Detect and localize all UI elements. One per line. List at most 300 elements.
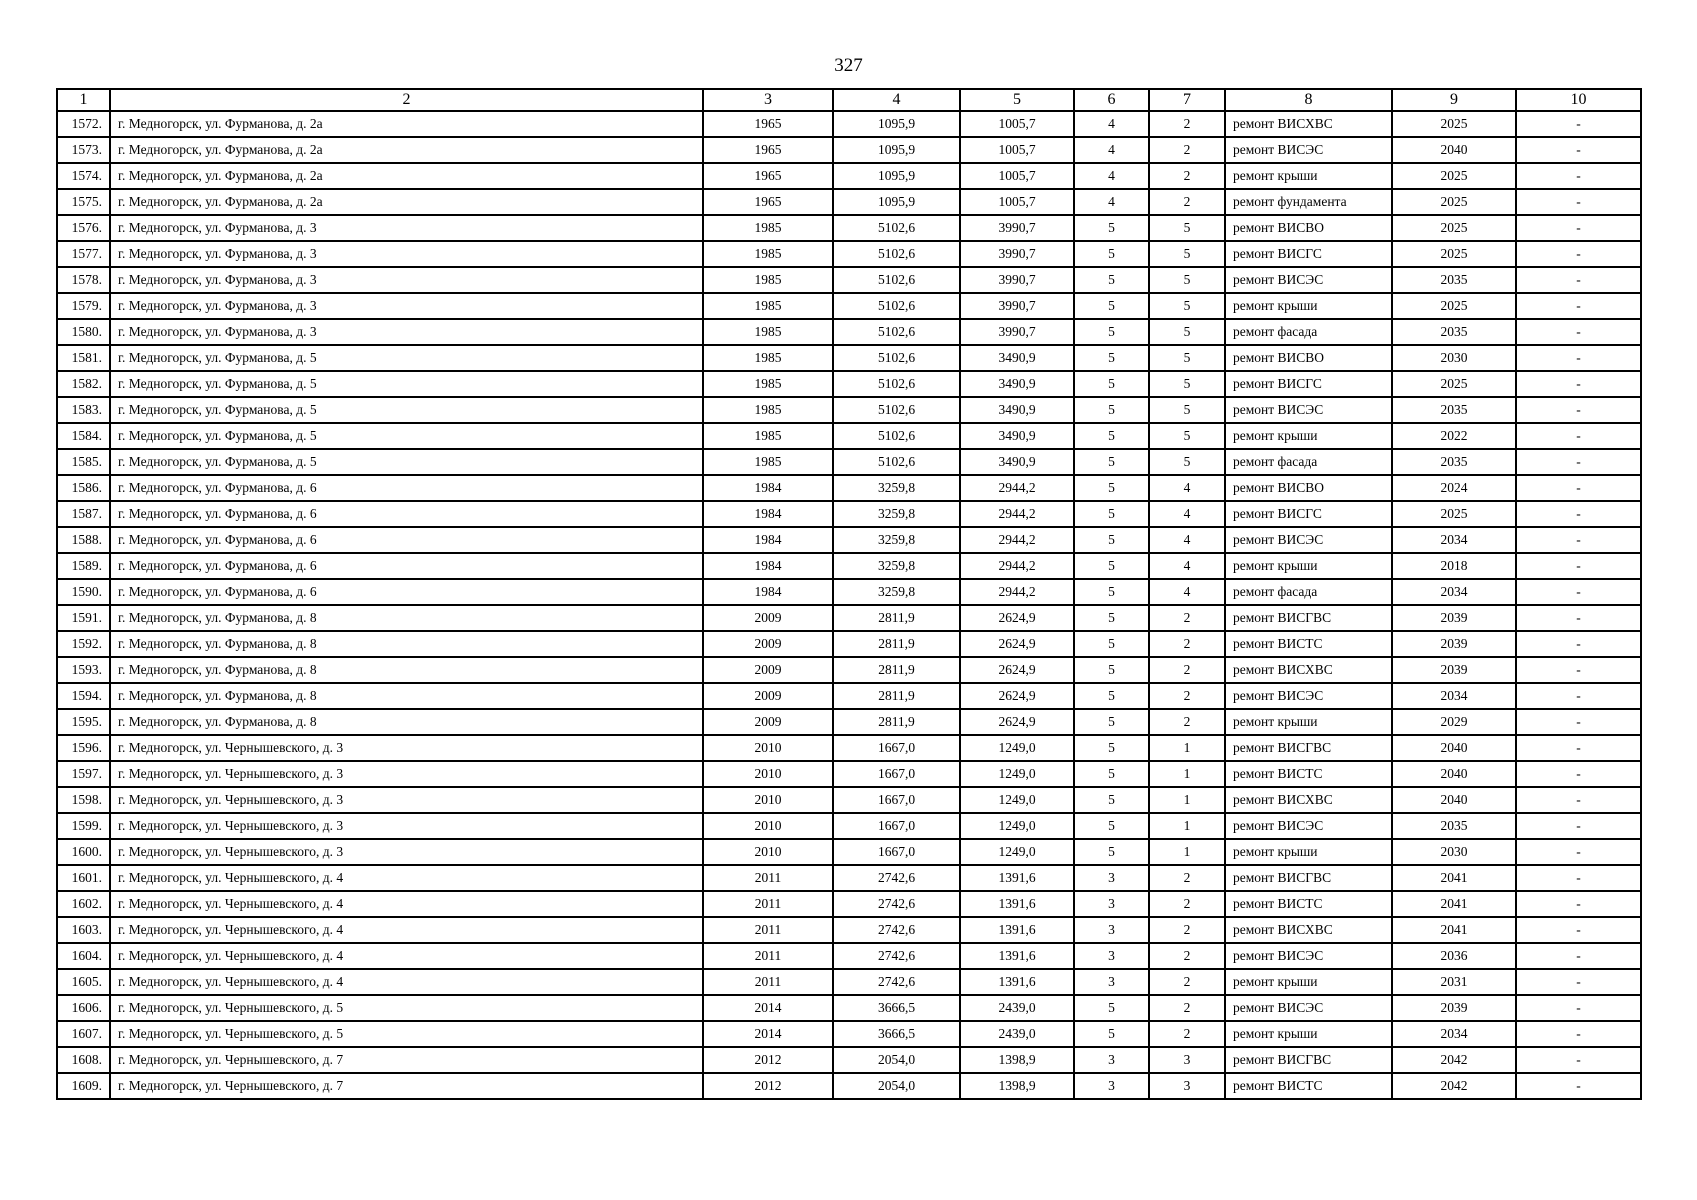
- total-area-cell: 1667,0: [833, 839, 960, 865]
- floors-cell: 4: [1074, 189, 1149, 215]
- row-number-cell: 1589.: [57, 553, 110, 579]
- note-cell: -: [1516, 735, 1641, 761]
- floors-cell: 5: [1074, 345, 1149, 371]
- note-cell: -: [1516, 501, 1641, 527]
- row-number-cell: 1596.: [57, 735, 110, 761]
- table-row: [57, 683, 1641, 709]
- living-area-cell: 2944,2: [960, 527, 1074, 553]
- work-type-cell: ремонт ВИСГВС: [1225, 605, 1392, 631]
- address-cell: г. Медногорск, ул. Фурманова, д. 6: [110, 501, 703, 527]
- living-area-cell: 3990,7: [960, 241, 1074, 267]
- row-number-cell: 1580.: [57, 319, 110, 345]
- living-area-cell: 1391,6: [960, 891, 1074, 917]
- entrances-cell: 1: [1149, 787, 1225, 813]
- planned-year-cell: 2022: [1392, 423, 1516, 449]
- floors-cell: 5: [1074, 761, 1149, 787]
- work-type-cell: ремонт ВИСВО: [1225, 215, 1392, 241]
- work-type-cell: ремонт ВИСВО: [1225, 475, 1392, 501]
- floors-cell: 5: [1074, 813, 1149, 839]
- note-cell: -: [1516, 683, 1641, 709]
- floors-cell: 5: [1074, 995, 1149, 1021]
- floors-cell: 5: [1074, 319, 1149, 345]
- floors-cell: 5: [1074, 241, 1149, 267]
- table-row: [57, 969, 1641, 995]
- year-cell: 1985: [703, 397, 833, 423]
- column-header: 5: [960, 89, 1074, 111]
- living-area-cell: 2624,9: [960, 631, 1074, 657]
- table-row: [57, 631, 1641, 657]
- floors-cell: 3: [1074, 943, 1149, 969]
- row-number-cell: 1599.: [57, 813, 110, 839]
- living-area-cell: 1005,7: [960, 137, 1074, 163]
- work-type-cell: ремонт ВИСЭС: [1225, 527, 1392, 553]
- year-cell: 2011: [703, 891, 833, 917]
- address-cell: г. Медногорск, ул. Фурманова, д. 6: [110, 553, 703, 579]
- row-number-cell: 1591.: [57, 605, 110, 631]
- entrances-cell: 2: [1149, 657, 1225, 683]
- work-type-cell: ремонт ВИСЭС: [1225, 267, 1392, 293]
- total-area-cell: 5102,6: [833, 319, 960, 345]
- entrances-cell: 3: [1149, 1073, 1225, 1099]
- planned-year-cell: 2034: [1392, 579, 1516, 605]
- row-number-cell: 1581.: [57, 345, 110, 371]
- living-area-cell: 1391,6: [960, 969, 1074, 995]
- planned-year-cell: 2040: [1392, 761, 1516, 787]
- note-cell: -: [1516, 969, 1641, 995]
- year-cell: 2009: [703, 683, 833, 709]
- floors-cell: 5: [1074, 579, 1149, 605]
- note-cell: -: [1516, 631, 1641, 657]
- year-cell: 1985: [703, 319, 833, 345]
- column-header: 1: [57, 89, 110, 111]
- row-number-cell: 1594.: [57, 683, 110, 709]
- living-area-cell: 3490,9: [960, 397, 1074, 423]
- planned-year-cell: 2036: [1392, 943, 1516, 969]
- table-row: [57, 215, 1641, 241]
- table-row: [57, 761, 1641, 787]
- note-cell: -: [1516, 943, 1641, 969]
- entrances-cell: 2: [1149, 891, 1225, 917]
- living-area-cell: 1398,9: [960, 1073, 1074, 1099]
- living-area-cell: 1005,7: [960, 189, 1074, 215]
- living-area-cell: 2439,0: [960, 1021, 1074, 1047]
- planned-year-cell: 2042: [1392, 1073, 1516, 1099]
- year-cell: 2011: [703, 943, 833, 969]
- floors-cell: 5: [1074, 215, 1149, 241]
- total-area-cell: 3259,8: [833, 501, 960, 527]
- row-number-cell: 1601.: [57, 865, 110, 891]
- note-cell: -: [1516, 553, 1641, 579]
- work-type-cell: ремонт ВИСЭС: [1225, 137, 1392, 163]
- living-area-cell: 3990,7: [960, 293, 1074, 319]
- entrances-cell: 2: [1149, 969, 1225, 995]
- year-cell: 1984: [703, 579, 833, 605]
- work-type-cell: ремонт крыши: [1225, 163, 1392, 189]
- row-number-cell: 1607.: [57, 1021, 110, 1047]
- entrances-cell: 5: [1149, 449, 1225, 475]
- floors-cell: 5: [1074, 267, 1149, 293]
- note-cell: -: [1516, 267, 1641, 293]
- year-cell: 2012: [703, 1047, 833, 1073]
- work-type-cell: ремонт ВИСЭС: [1225, 397, 1392, 423]
- table-body: [57, 111, 1641, 1099]
- total-area-cell: 1095,9: [833, 163, 960, 189]
- total-area-cell: 5102,6: [833, 449, 960, 475]
- living-area-cell: 2944,2: [960, 501, 1074, 527]
- table-row: [57, 449, 1641, 475]
- address-cell: г. Медногорск, ул. Фурманова, д. 3: [110, 241, 703, 267]
- note-cell: -: [1516, 1073, 1641, 1099]
- floors-cell: 5: [1074, 423, 1149, 449]
- year-cell: 2010: [703, 813, 833, 839]
- living-area-cell: 3490,9: [960, 371, 1074, 397]
- address-cell: г. Медногорск, ул. Фурманова, д. 5: [110, 449, 703, 475]
- planned-year-cell: 2035: [1392, 449, 1516, 475]
- entrances-cell: 2: [1149, 917, 1225, 943]
- entrances-cell: 4: [1149, 475, 1225, 501]
- table-row: [57, 813, 1641, 839]
- year-cell: 1984: [703, 475, 833, 501]
- planned-year-cell: 2035: [1392, 319, 1516, 345]
- table-row: [57, 501, 1641, 527]
- note-cell: -: [1516, 475, 1641, 501]
- address-cell: г. Медногорск, ул. Фурманова, д. 2а: [110, 163, 703, 189]
- year-cell: 2010: [703, 787, 833, 813]
- work-type-cell: ремонт ВИСГВС: [1225, 865, 1392, 891]
- year-cell: 2009: [703, 709, 833, 735]
- address-cell: г. Медногорск, ул. Фурманова, д. 8: [110, 683, 703, 709]
- row-number-cell: 1597.: [57, 761, 110, 787]
- address-cell: г. Медногорск, ул. Чернышевского, д. 5: [110, 1021, 703, 1047]
- address-cell: г. Медногорск, ул. Фурманова, д. 3: [110, 319, 703, 345]
- entrances-cell: 4: [1149, 527, 1225, 553]
- entrances-cell: 1: [1149, 761, 1225, 787]
- year-cell: 1965: [703, 189, 833, 215]
- note-cell: -: [1516, 371, 1641, 397]
- total-area-cell: 5102,6: [833, 345, 960, 371]
- row-number-cell: 1577.: [57, 241, 110, 267]
- year-cell: 2010: [703, 735, 833, 761]
- address-cell: г. Медногорск, ул. Чернышевского, д. 5: [110, 995, 703, 1021]
- total-area-cell: 3259,8: [833, 527, 960, 553]
- work-type-cell: ремонт ВИСЭС: [1225, 943, 1392, 969]
- planned-year-cell: 2024: [1392, 475, 1516, 501]
- entrances-cell: 2: [1149, 189, 1225, 215]
- total-area-cell: 2811,9: [833, 605, 960, 631]
- entrances-cell: 2: [1149, 631, 1225, 657]
- table-row: [57, 345, 1641, 371]
- address-cell: г. Медногорск, ул. Фурманова, д. 5: [110, 423, 703, 449]
- row-number-cell: 1593.: [57, 657, 110, 683]
- total-area-cell: 2811,9: [833, 683, 960, 709]
- planned-year-cell: 2029: [1392, 709, 1516, 735]
- table-row: [57, 137, 1641, 163]
- row-number-cell: 1605.: [57, 969, 110, 995]
- row-number-cell: 1585.: [57, 449, 110, 475]
- row-number-cell: 1583.: [57, 397, 110, 423]
- floors-cell: 5: [1074, 657, 1149, 683]
- work-type-cell: ремонт фасада: [1225, 449, 1392, 475]
- row-number-cell: 1576.: [57, 215, 110, 241]
- address-cell: г. Медногорск, ул. Фурманова, д. 5: [110, 345, 703, 371]
- table-row: [57, 735, 1641, 761]
- living-area-cell: 1398,9: [960, 1047, 1074, 1073]
- address-cell: г. Медногорск, ул. Фурманова, д. 3: [110, 293, 703, 319]
- planned-year-cell: 2025: [1392, 501, 1516, 527]
- planned-year-cell: 2030: [1392, 345, 1516, 371]
- note-cell: -: [1516, 709, 1641, 735]
- total-area-cell: 2811,9: [833, 657, 960, 683]
- floors-cell: 3: [1074, 1073, 1149, 1099]
- work-type-cell: ремонт ВИСЭС: [1225, 995, 1392, 1021]
- column-header: 7: [1149, 89, 1225, 111]
- year-cell: 1984: [703, 527, 833, 553]
- row-number-cell: 1578.: [57, 267, 110, 293]
- address-cell: г. Медногорск, ул. Фурманова, д. 6: [110, 579, 703, 605]
- row-number-cell: 1588.: [57, 527, 110, 553]
- entrances-cell: 4: [1149, 553, 1225, 579]
- address-cell: г. Медногорск, ул. Чернышевского, д. 4: [110, 943, 703, 969]
- entrances-cell: 2: [1149, 163, 1225, 189]
- planned-year-cell: 2030: [1392, 839, 1516, 865]
- table-row: [57, 891, 1641, 917]
- total-area-cell: 2742,6: [833, 917, 960, 943]
- note-cell: -: [1516, 787, 1641, 813]
- table-row: [57, 865, 1641, 891]
- entrances-cell: 2: [1149, 605, 1225, 631]
- note-cell: -: [1516, 657, 1641, 683]
- column-header: 2: [110, 89, 703, 111]
- living-area-cell: 1391,6: [960, 943, 1074, 969]
- table-row: [57, 1021, 1641, 1047]
- table-row: [57, 787, 1641, 813]
- work-type-cell: ремонт ВИСХВС: [1225, 111, 1392, 137]
- year-cell: 1965: [703, 111, 833, 137]
- address-cell: г. Медногорск, ул. Чернышевского, д. 4: [110, 891, 703, 917]
- header-row: [57, 89, 1641, 111]
- work-type-cell: ремонт ВИСЭС: [1225, 813, 1392, 839]
- total-area-cell: 3666,5: [833, 1021, 960, 1047]
- note-cell: -: [1516, 891, 1641, 917]
- floors-cell: 3: [1074, 917, 1149, 943]
- planned-year-cell: 2040: [1392, 735, 1516, 761]
- entrances-cell: 5: [1149, 267, 1225, 293]
- table-row: [57, 189, 1641, 215]
- table-row: [57, 423, 1641, 449]
- address-cell: г. Медногорск, ул. Фурманова, д. 8: [110, 657, 703, 683]
- table-row: [57, 1073, 1641, 1099]
- work-type-cell: ремонт ВИСГС: [1225, 241, 1392, 267]
- row-number-cell: 1574.: [57, 163, 110, 189]
- address-cell: г. Медногорск, ул. Фурманова, д. 3: [110, 267, 703, 293]
- living-area-cell: 2944,2: [960, 553, 1074, 579]
- floors-cell: 5: [1074, 839, 1149, 865]
- total-area-cell: 1667,0: [833, 735, 960, 761]
- work-type-cell: ремонт ВИСТС: [1225, 1073, 1392, 1099]
- floors-cell: 3: [1074, 891, 1149, 917]
- address-cell: г. Медногорск, ул. Чернышевского, д. 4: [110, 969, 703, 995]
- planned-year-cell: 2034: [1392, 683, 1516, 709]
- floors-cell: 3: [1074, 1047, 1149, 1073]
- living-area-cell: 1249,0: [960, 761, 1074, 787]
- address-cell: г. Медногорск, ул. Фурманова, д. 2а: [110, 189, 703, 215]
- year-cell: 1985: [703, 371, 833, 397]
- entrances-cell: 5: [1149, 423, 1225, 449]
- column-header: 10: [1516, 89, 1641, 111]
- address-cell: г. Медногорск, ул. Чернышевского, д. 7: [110, 1047, 703, 1073]
- work-type-cell: ремонт ВИСГС: [1225, 501, 1392, 527]
- planned-year-cell: 2042: [1392, 1047, 1516, 1073]
- table-row: [57, 839, 1641, 865]
- entrances-cell: 2: [1149, 683, 1225, 709]
- note-cell: -: [1516, 215, 1641, 241]
- year-cell: 2009: [703, 657, 833, 683]
- total-area-cell: 2742,6: [833, 865, 960, 891]
- floors-cell: 4: [1074, 111, 1149, 137]
- row-number-cell: 1586.: [57, 475, 110, 501]
- work-type-cell: ремонт крыши: [1225, 293, 1392, 319]
- year-cell: 2011: [703, 917, 833, 943]
- row-number-cell: 1573.: [57, 137, 110, 163]
- total-area-cell: 5102,6: [833, 241, 960, 267]
- page-number: 327: [834, 55, 863, 76]
- note-cell: -: [1516, 345, 1641, 371]
- total-area-cell: 5102,6: [833, 215, 960, 241]
- row-number-cell: 1592.: [57, 631, 110, 657]
- address-cell: г. Медногорск, ул. Чернышевского, д. 4: [110, 917, 703, 943]
- address-cell: г. Медногорск, ул. Чернышевского, д. 7: [110, 1073, 703, 1099]
- living-area-cell: 1249,0: [960, 787, 1074, 813]
- total-area-cell: 3666,5: [833, 995, 960, 1021]
- table-row: [57, 397, 1641, 423]
- note-cell: -: [1516, 111, 1641, 137]
- year-cell: 2011: [703, 969, 833, 995]
- year-cell: 2014: [703, 995, 833, 1021]
- planned-year-cell: 2039: [1392, 657, 1516, 683]
- row-number-cell: 1575.: [57, 189, 110, 215]
- planned-year-cell: 2034: [1392, 527, 1516, 553]
- floors-cell: 5: [1074, 631, 1149, 657]
- living-area-cell: 2624,9: [960, 683, 1074, 709]
- living-area-cell: 1249,0: [960, 839, 1074, 865]
- planned-year-cell: 2031: [1392, 969, 1516, 995]
- planned-year-cell: 2039: [1392, 605, 1516, 631]
- total-area-cell: 5102,6: [833, 371, 960, 397]
- total-area-cell: 2742,6: [833, 943, 960, 969]
- entrances-cell: 4: [1149, 579, 1225, 605]
- planned-year-cell: 2035: [1392, 397, 1516, 423]
- living-area-cell: 3490,9: [960, 345, 1074, 371]
- year-cell: 1985: [703, 293, 833, 319]
- planned-year-cell: 2035: [1392, 267, 1516, 293]
- floors-cell: 5: [1074, 397, 1149, 423]
- work-type-cell: ремонт крыши: [1225, 709, 1392, 735]
- planned-year-cell: 2040: [1392, 137, 1516, 163]
- planned-year-cell: 2041: [1392, 917, 1516, 943]
- note-cell: -: [1516, 423, 1641, 449]
- floors-cell: 4: [1074, 137, 1149, 163]
- year-cell: 2012: [703, 1073, 833, 1099]
- planned-year-cell: 2034: [1392, 1021, 1516, 1047]
- note-cell: -: [1516, 813, 1641, 839]
- entrances-cell: 4: [1149, 501, 1225, 527]
- total-area-cell: 2811,9: [833, 631, 960, 657]
- total-area-cell: 2811,9: [833, 709, 960, 735]
- column-header: 6: [1074, 89, 1149, 111]
- work-type-cell: ремонт крыши: [1225, 1021, 1392, 1047]
- entrances-cell: 5: [1149, 397, 1225, 423]
- work-type-cell: ремонт ВИСГС: [1225, 371, 1392, 397]
- row-number-cell: 1606.: [57, 995, 110, 1021]
- living-area-cell: 2624,9: [960, 605, 1074, 631]
- living-area-cell: 3490,9: [960, 423, 1074, 449]
- entrances-cell: 1: [1149, 839, 1225, 865]
- planned-year-cell: 2040: [1392, 787, 1516, 813]
- planned-year-cell: 2018: [1392, 553, 1516, 579]
- living-area-cell: 1391,6: [960, 865, 1074, 891]
- entrances-cell: 5: [1149, 345, 1225, 371]
- table-row: [57, 943, 1641, 969]
- address-cell: г. Медногорск, ул. Фурманова, д. 2а: [110, 111, 703, 137]
- year-cell: 2010: [703, 761, 833, 787]
- work-type-cell: ремонт ВИСЭС: [1225, 683, 1392, 709]
- note-cell: -: [1516, 189, 1641, 215]
- year-cell: 2009: [703, 605, 833, 631]
- note-cell: -: [1516, 449, 1641, 475]
- total-area-cell: 1095,9: [833, 111, 960, 137]
- floors-cell: 3: [1074, 969, 1149, 995]
- address-cell: г. Медногорск, ул. Фурманова, д. 5: [110, 371, 703, 397]
- address-cell: г. Медногорск, ул. Чернышевского, д. 4: [110, 865, 703, 891]
- table-row: [57, 1047, 1641, 1073]
- row-number-cell: 1603.: [57, 917, 110, 943]
- address-cell: г. Медногорск, ул. Чернышевского, д. 3: [110, 813, 703, 839]
- address-cell: г. Медногорск, ул. Фурманова, д. 6: [110, 475, 703, 501]
- note-cell: -: [1516, 579, 1641, 605]
- year-cell: 1965: [703, 137, 833, 163]
- address-cell: г. Медногорск, ул. Фурманова, д. 8: [110, 631, 703, 657]
- address-cell: г. Медногорск, ул. Фурманова, д. 8: [110, 605, 703, 631]
- entrances-cell: 2: [1149, 111, 1225, 137]
- living-area-cell: 2439,0: [960, 995, 1074, 1021]
- work-type-cell: ремонт фундамента: [1225, 189, 1392, 215]
- row-number-cell: 1582.: [57, 371, 110, 397]
- work-type-cell: ремонт фасада: [1225, 319, 1392, 345]
- planned-year-cell: 2041: [1392, 865, 1516, 891]
- living-area-cell: 2944,2: [960, 579, 1074, 605]
- total-area-cell: 3259,8: [833, 553, 960, 579]
- table-row: [57, 579, 1641, 605]
- floors-cell: 5: [1074, 553, 1149, 579]
- address-cell: г. Медногорск, ул. Фурманова, д. 3: [110, 215, 703, 241]
- planned-year-cell: 2025: [1392, 241, 1516, 267]
- table-row: [57, 163, 1641, 189]
- row-number-cell: 1598.: [57, 787, 110, 813]
- address-cell: г. Медногорск, ул. Фурманова, д. 2а: [110, 137, 703, 163]
- year-cell: 1985: [703, 345, 833, 371]
- address-cell: г. Медногорск, ул. Фурманова, д. 6: [110, 527, 703, 553]
- planned-year-cell: 2039: [1392, 995, 1516, 1021]
- floors-cell: 5: [1074, 735, 1149, 761]
- work-type-cell: ремонт ВИСТС: [1225, 891, 1392, 917]
- row-number-cell: 1584.: [57, 423, 110, 449]
- floors-cell: 5: [1074, 683, 1149, 709]
- row-number-cell: 1609.: [57, 1073, 110, 1099]
- floors-cell: 5: [1074, 1021, 1149, 1047]
- note-cell: -: [1516, 293, 1641, 319]
- year-cell: 1985: [703, 241, 833, 267]
- floors-cell: 5: [1074, 501, 1149, 527]
